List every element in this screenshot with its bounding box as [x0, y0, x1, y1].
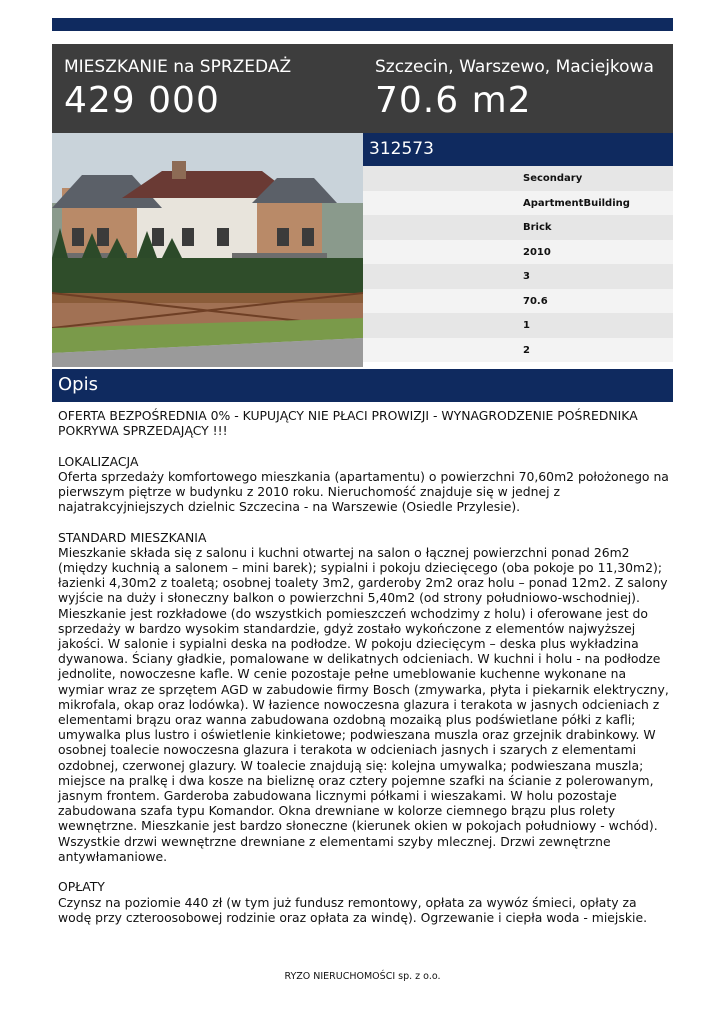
param-row — [363, 264, 673, 289]
param-row — [363, 240, 673, 265]
price: 429 000 — [64, 80, 220, 121]
param-row — [363, 338, 673, 363]
param-value: Secondary — [523, 173, 583, 184]
param-value: 70.6 — [523, 295, 548, 307]
top-accent-bar — [52, 18, 673, 31]
description-heading-bar — [52, 369, 673, 402]
param-value: 2010 — [523, 246, 551, 258]
footer-company: RYZO NIERUCHOMOŚCI sp. z o.o. — [284, 971, 441, 982]
listing-id: 312573 — [369, 139, 434, 159]
param-value: Brick — [523, 222, 552, 233]
param-row — [363, 289, 673, 314]
parameters-table — [363, 166, 673, 362]
listing-id-bar — [363, 133, 673, 166]
property-photo — [52, 133, 363, 367]
param-value: ApartmentBuilding — [523, 197, 630, 209]
param-value: 2 — [523, 344, 530, 356]
param-value: 3 — [523, 271, 530, 282]
area: 70.6 m2 — [375, 80, 532, 121]
param-row — [363, 166, 673, 191]
offer-type: MIESZKANIE na SPRZEDAŻ — [64, 57, 292, 77]
location: Szczecin, Warszewo, Maciejkowa — [375, 57, 654, 77]
listing-header — [52, 44, 673, 133]
description-heading: Opis — [58, 374, 98, 395]
param-row — [363, 191, 673, 216]
param-row — [363, 313, 673, 338]
param-row — [363, 215, 673, 240]
param-value: 1 — [523, 320, 530, 331]
description-text: OFERTA BEZPOŚREDNIA 0% - KUPUJĄCY NIE PŁACI PROWIZJI - WYNAGRODZENIE POŚREDNIKA POKRYWA SPRZEDAJĄCY !!! LOKALIZACJA Oferta sprzedaży komfortowego mieszkania (apartamentu) o powierzchni 70,60m2 położonego na pierwszym piętrze w budynku z 2010 roku. Nieruchomość znajduje się w jednej z najatrakcyjniejszych dzielnic Szczecina - na Warszewie (Osiedle Przylesie). STANDARD MIESZKANIA Mieszkanie składa się z salonu i kuchni otwartej na salon o łącznej powierzchni ponad 26m2 (między kuchnią a salonem – mini barek); sypialni i pokoju dziecięcego (oba pokoje po 11,30m2); łazienki 4,30m2 z toaletą; osobnej toalety 3m2, garderoby 2m2 oraz holu – ponad 12m2. Z salony wyjście na duży i słoneczny balkon o powierzchni 5,40m2 (od strony południowo-wschodniej). Mieszkanie jest rozkładowe (do wszystkich pomieszczeń wchodzimy z holu) i oferowane jest do sprzedaży w bardzo wysokim standardzie, gdyż zostało wykończone z elementów najwyższej jakości. W salonie i sypialni deska na podłodze. W pokoju dziecięcym – deska plus wykładzina dywanowa. Ściany gładkie, pomalowane w delikatnych odcieniach. W kuchni i holu - na podłodze jednolite, nowoczesne kafle. W cenie pozostaje pełne umeblowanie kuchenne wykonane na wymiar wraz ze sprzętem AGD w zabudowie firmy Bosch (zmywarka, płyta i piekarnik elektryczny, mikrofala, okap oraz lodówka). W łazience nowoczesna glazura i terakota w jasnych odcieniach z elementami brązu oraz wanna zabudowana ozdobną mozaiką plus podświetlane półki z kafli; umywalka plus lustro i oświetlenie kinkietowe; podwieszana muszla oraz grzejnik drabinkowy. W osobnej toalecie nowoczesna glazura i terakota w odcieniach jasnych i szarych z elementami ozdobnej, czerwonej glazury. W toalecie znajdują się: kolejna umywalka; podwieszana muszla; miejsce na pralkę i dwa kosze na bieliznę oraz cztery pojemne szafki na ścianie z polerowanym, jasnym frontem. Garderoba zabudowana licznymi półkami i wieszakami. W holu pozostaje zabudowana szafa typu Komandor. Okna drewniane w kolorze ciemnego brązu plus rolety wewnętrzne. Mieszkanie jest bardzo słoneczne (kierunek okien w pokojach południowy - wchód). Wszystkie drzwi wewnętrzne drewniane z elementami szyby mlecznej. Drzwi zewnętrzne antywłamaniowe. OPŁATY Czynsz na poziomie 440 zł (w tym już fundusz remontowy, opłata za wywóz śmieci, opłaty za wodę przy czteroosobowej rodzinie oraz opłata za windę). Ogrzewanie i ciepła woda - miejskie. — [58, 408, 669, 925]
